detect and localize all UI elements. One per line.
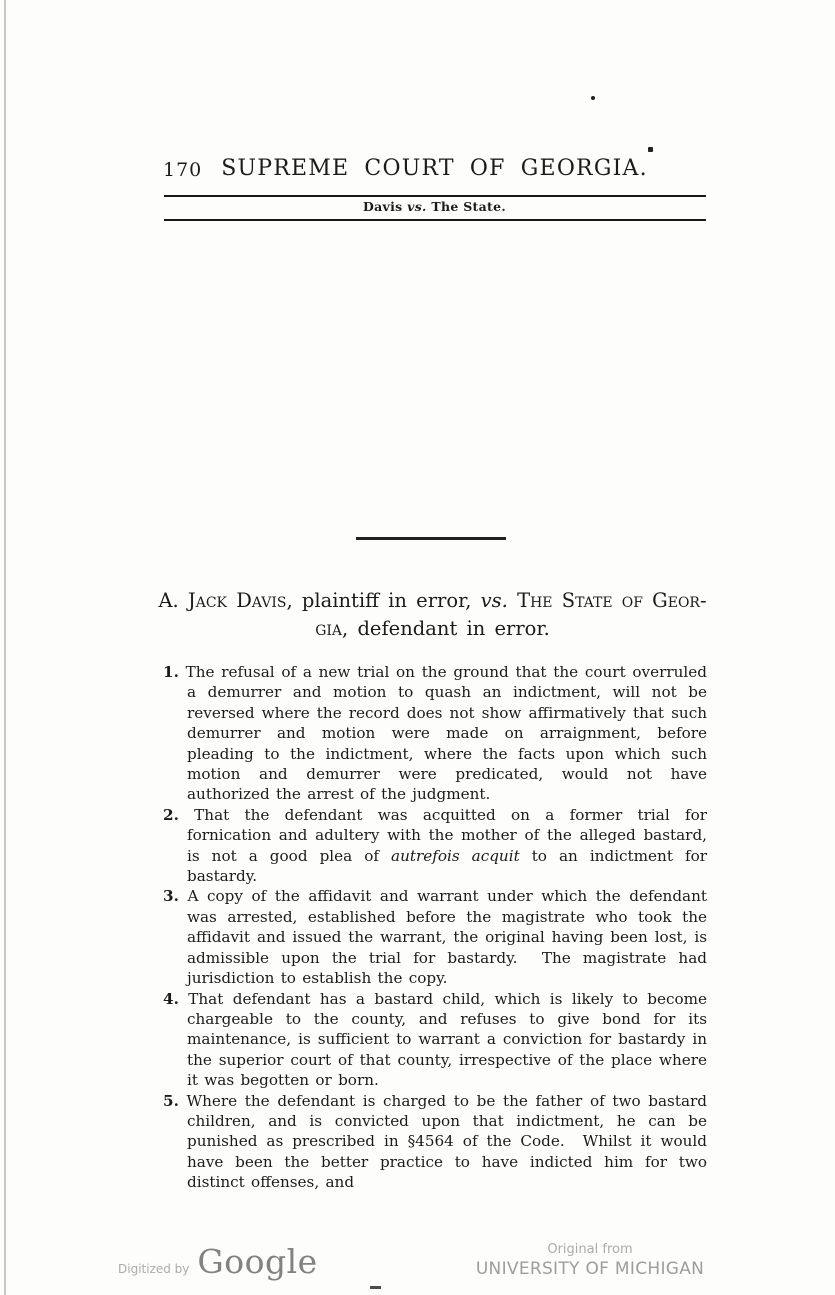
page-header-title: SUPREME COURT OF GEORGIA. [221, 156, 648, 181]
case-title-line2-smallcaps: gia [315, 617, 343, 640]
page-number: 170 [163, 159, 203, 181]
headnote-text: Where the defendant is charged to be the father of two bastard children, and is convicted upon that indictment, he can be punished as prescribed in §4564 of the Code. Whilst it would have been the better practice to have indicted him for two distinct offenses, and [186, 1091, 707, 1192]
headnote-item-3 [163, 886, 707, 988]
headnote-number: 2. [163, 805, 179, 824]
google-logo: Google [197, 1242, 318, 1281]
scan-speck [591, 96, 595, 100]
headnote-text-italic: autrefois acquit [391, 846, 520, 865]
digitized-by-label: Digitized by [118, 1262, 190, 1276]
scan-speck [648, 147, 653, 152]
section-separator-rule [356, 537, 506, 540]
case-title-vs: vs. [480, 589, 508, 612]
headnote-text-post: to an indictment for bastardy. [187, 846, 707, 886]
running-head-vs: vs. [407, 199, 427, 214]
headnote-item-1 [163, 662, 707, 805]
headnote-item-2 [163, 805, 707, 887]
headnote-number: 1. [163, 663, 179, 681]
case-title [130, 587, 735, 643]
header-rule-top [164, 195, 706, 197]
headnote-item-4 [163, 989, 707, 1091]
running-head-pre: Davis [362, 199, 408, 214]
scan-dash-mark [370, 1286, 381, 1289]
headnote-text: A copy of the affidavit and warrant under which the defendant was arrested, established before the magistrate who took the affidavit and issued the warrant, the original having been lost, is admissible upon the trial for bastardy. The magistrate had jurisdiction to establish the copy. [187, 887, 707, 988]
headnote-text-pre: That the defendant was acquitted on a former trial for fornication and adultery with the mother of the alleged bastard, is not a good plea of [187, 805, 707, 865]
headnote-text: That defendant has a bastard child, which is likely to become chargeable to the county, and refuses to give bond for its maintenance, is sufficient to warrant a conviction for bastardy in the superior court of that county, irrespective of the place where it was begotten or born. [187, 989, 707, 1090]
original-from-label: Original from [547, 1242, 633, 1257]
case-title-defendant-name: The State of Geor- [507, 589, 707, 612]
headnote-text: The refusal of a new trial on the ground that the court overruled a demurrer and motion to quash an indictment, will not be reversed where the record does not show affirmatively that such demurrer and motion were made on arraignment, before pleading to the indictment, where the facts upon which such motion and demurrer were predicated, would not have authorized the arrest of the judgment. [185, 663, 707, 804]
headnote-number: 4. [163, 989, 179, 1008]
institution-label: UNIVERSITY OF MICHIGAN [475, 1259, 705, 1279]
footer-digitized-by [118, 1242, 318, 1281]
headnote-number: 5. [163, 1091, 179, 1110]
headnote-item-5 [163, 1091, 707, 1193]
case-title-mid: , plaintiff in error, [286, 589, 481, 612]
case-title-lead: A. [158, 589, 188, 612]
running-head-post: The State. [426, 199, 507, 214]
running-head [163, 199, 706, 214]
headnote-number: 3. [163, 887, 179, 906]
page-edge-line [4, 0, 6, 1295]
case-title-line2-rest: , defendant in error. [342, 617, 550, 640]
header-rule-bottom [164, 219, 706, 221]
headnotes-list [163, 662, 707, 1193]
footer-provenance [462, 1242, 718, 1279]
case-title-plaintiff-name: Jack Davis [187, 589, 287, 612]
